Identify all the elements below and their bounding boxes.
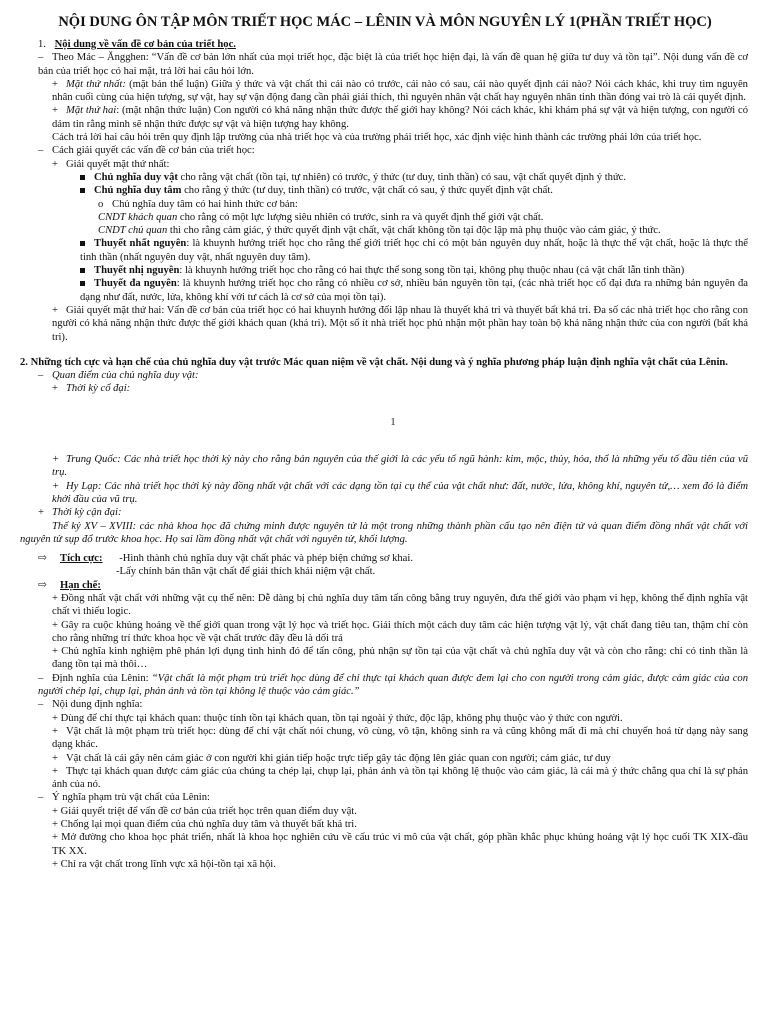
document-title: NỘI DUNG ÔN TẬP MÔN TRIẾT HỌC MÁC – LÊNIN VÀ MÔN NGUYÊN LÝ 1(PHẦN TRIẾT HỌC) [58, 14, 712, 30]
s1-paragraph-2: Cách trả lời hai câu hỏi trên quy định lập trường của nhà triết học và của trường phái triết học, xác định việc hình thành các trường phái lớn của triết học. [52, 132, 702, 144]
square-bullet-icon [80, 241, 85, 246]
s2-quan-diem: – Quan điểm của chủ nghĩa duy vật: [38, 370, 199, 382]
s2-y-nghia-4: + Chỉ ra vật chất trong lĩnh vực xã hội-tồn tại xã hội. [52, 858, 276, 870]
s1-cndt-khach-quan: CNDT khách quan cho rằng có một lực lượng siêu nhiên có trước, sinh ra và quyết định thế giới vật chất. [98, 211, 544, 223]
s2-y-nghia: – Ý nghĩa phạm trù vật chất của Lênin: [38, 792, 210, 804]
s1-paragraph-3: – Cách giải quyết các vấn đề cơ bản của triết học: [38, 145, 255, 157]
s2-han-che: ⇨ Hạn chế: [38, 579, 101, 591]
section1-heading: 1. Nội dung về vấn đề cơ bản của triết học. [38, 39, 236, 50]
square-bullet-icon [80, 175, 85, 180]
s2-han-che-2: + Gây ra cuộc khủng hoảng về thế giới quan trong vật lý học và triết học. Giải thích một cách duy tâm các hiện tượng vật lý, vật chất đang tiêu tan, thậm chí còn cho rằng những trí thức khoa học về vật chất trước đây đều là dối trá [52, 619, 748, 644]
s2-y-nghia-1: + Giải quyết triệt để vấn đề cơ bản của triết học trên quan điểm duy vật. [52, 805, 357, 817]
s1-nhi-nguyen: Thuyết nhị nguyên: là khuynh hướng triết học cho rằng có hai thực thể song song tồn tại, không phụ thuộc nhau (cả vật chất lẫn tinh thần) [38, 264, 748, 277]
s2-noi-dung-2: + Vật chất là một phạm trù triết học: dùng để chỉ vật chất nói chung, vô cùng, vô tận, không sinh ra và cũng không mất đi mà chỉ chuyển hoá từ dạng này sang dạng khác. [52, 725, 748, 751]
page-number: 1 [390, 416, 396, 428]
s2-hy-lap: + Hy Lạp: Các nhà triết học thời kỳ này đồng nhất vật chất với các dạng tồn tại cụ thể của vật chất như: đất, nước, lửa, không khí, nguyên tử,… xem đó là điểm khởi đầu của vũ trụ. [52, 480, 748, 505]
s1-giai-quyet-2: + Giải quyết mặt thứ hai: Vấn đề cơ bản của triết học có hai khuynh hướng đối lập nhau là thuyết khả tri và thuyết bất khả tri. Đa số các nhà triết học cho rằng con người có khả năng nhận thức được thế giới khách quan (khả tri). Một số ít nhà triết học phủ nhận một phần hay toàn bộ khả năng nhận thức của con người (bất khả tri). [52, 304, 748, 343]
square-bullet-icon [80, 188, 85, 193]
s2-han-che-1: + Đồng nhất vật chất với những vật cụ thể nên: Dễ dàng bị chủ nghĩa duy tâm tấn công bằng truy nguyên, đưa thế giới vào phạm vi hẹp, không thể định nghĩa vật chất vì thiếu logic. [52, 592, 748, 618]
s2-co-dai: + Thời kỳ cổ đại: [52, 383, 131, 395]
s2-trung-quoc: + Trung Quốc: Các nhà triết học thời kỳ này cho rằng bản nguyên của thế giới là các yếu tố ngũ hành: kim, mộc, thủy, hỏa, thổ là những yếu tố đầu tiên của vũ trụ. [52, 454, 748, 479]
s2-tich-cuc-1: ⇨ Tích cực: -Hình thành chủ nghĩa duy vật chất phác và phép biện chứng sơ khai. [38, 553, 413, 565]
section2-heading: 2. Những tích cực và hạn chế của chủ nghĩa duy vật trước Mác quan niệm về vật chất. Nội dung và ý nghĩa phương pháp luận định nghĩa vật chất của Lênin. [20, 356, 728, 368]
s2-dinh-nghia: – Định nghĩa của Lênin: “Vật chất là một phạm trù triết học dùng để chỉ thực tại khách quan được đem lại cho con người trong cảm giác, được cảm giác của con người chép lại, chụp lại, phản ánh và tồn tại không lệ thuộc vào cảm giác.” [38, 672, 748, 698]
s1-duy-vat: Chủ nghĩa duy vật cho rằng vật chất (tồn tại, tự nhiên) có trước, ý thức (tư duy, tinh thần) có sau, vật chất quyết định ý thức. [38, 171, 748, 184]
s1-giai-quyet-1: + Giải quyết mặt thứ nhất: [52, 158, 170, 170]
s2-can-dai: + Thời kỳ cận đại: [38, 507, 122, 519]
s1-mat-thu-hai: + Mặt thứ hai: (mặt nhận thức luận) Con người có khả năng nhận thức được thế giới hay không? Nói cách khác, khi khám phá sự vật và hiện tượng, con người có dám tin rằng mình sẽ nhận thức được sự vật và hiện tượng hay không. [52, 105, 749, 130]
s1-nhat-nguyen: Thuyết nhất nguyên: là khuynh hướng triết học cho rằng thế giới triết học chỉ có một bản nguyên duy nhất, hoặc là thực thể vật chất, hoặc là thực thể tinh thần (nhất nguyên duy vật, nhất nguyên duy tâm). [80, 238, 748, 263]
s2-y-nghia-3: + Mở đường cho khoa học phát triển, nhất là khoa học nghiên cứu về cấu trúc vi mô của vật chất, góp phần khắc phục khủng hoảng vật lý học cuối TK XIX-đầu TK XX. [52, 832, 749, 857]
s1-duy-tam-forms: o Chủ nghĩa duy tâm có hai hình thức cơ bản: [98, 198, 298, 210]
s2-noi-dung: – Nội dung định nghĩa: [38, 699, 143, 711]
square-bullet-icon [80, 281, 85, 286]
s1-paragraph-1: – Theo Mác – Ăngghen: “Vấn đề cơ bản lớn nhất của mọi triết học, đặc biệt là của triết học hiện đại, là vấn đề quan hệ giữa tư duy và tồn tại”. Nội dung vấn đề cơ bản của triết học có hai mặt, trả lời hai câu hỏi lớn. [38, 52, 748, 77]
s1-duy-tam: Chủ nghĩa duy tâm cho rằng ý thức (tư duy, tinh thần) có trước, vật chất có sau, ý thức quyết định vật chất. [38, 184, 748, 197]
s2-han-che-3: + Chủ nghĩa kinh nghiệm phê phán lợi dụng tình hình đó để tấn công, phủ nhận sự tồn tại của vật chất và chủ nghĩa duy vật và còn cho rằng: chỉ có tinh thần là đang tồn tại mà thôi… [52, 646, 748, 671]
square-bullet-icon [80, 268, 85, 273]
s2-noi-dung-3: + Vật chất là cái gây nên cảm giác ở con người khi gián tiếp hoặc trực tiếp gây tác động lên giác quan con người; cảm giác, tư duy [52, 752, 611, 764]
s1-da-nguyen: Thuyết đa nguyên: là khuynh hướng triết học cho rằng có nhiều cơ sở, nhiều bản nguyên tồn tại, (các nhà triết học cổ đại đưa ra những bản nguyên đa dạng như đất, nước, lửa, không khí với tư cách là cơ sở của mọi tồn tại). [80, 278, 748, 303]
s2-noi-dung-1: + Dùng để chỉ thực tại khách quan: thuộc tính tồn tại khách quan, tồn tại ngoài ý thức, độc lập, không phụ thuộc vào ý thức con người. [52, 712, 623, 724]
s1-cndt-chu-quan: CNDT chủ quan thì cho rằng cảm giác, ý thức quyết định vật chất, vật chất không tồn tại độc lập mà phụ thuộc vào cảm giác, ý thức. [98, 225, 661, 237]
s2-y-nghia-2: + Chống lại mọi quan điểm của chủ nghĩa duy tâm và thuyết bất khả tri. [52, 819, 357, 831]
s2-noi-dung-4: + Thực tại khách quan được cảm giác của chúng ta chép lại, chụp lại, phản ánh và tồn tại không lệ thuộc vào cảm giác, là cái mà ý thức chẳng qua chỉ là sự phản ánh của nó. [52, 765, 748, 791]
s2-tich-cuc-2: -Lấy chính bản thân vật chất để giải thích khái niệm vật chất. [116, 566, 376, 578]
s1-mat-thu-nhat: + Mặt thứ nhất: (mặt bản thể luận) Giữa ý thức và vật chất thì cái nào có trước, cái nào có sau, cái nào quyết định cái nào? Nói cách khác, khi truy tìm nguyên nhân cuối cùng của hiện tượng, sự vật, hay sự vận động đang cần phải giải thích, thì nguyên nhân vật chất hay nguyên nhân tinh thần đóng vai trò là cái quyết định. [52, 78, 748, 104]
s2-can-dai-text: Thế kỷ XV – XVIII: các nhà khoa học đã chứng minh được nguyên tử là một trong những thành phần cấu tạo nên điện tử và quan điểm đồng nhất vật chất với nguyên tử sụp đổ trước khoa học. Họ sai lầm đồng nhất vật chất với nguyên tử, khối lượng. [20, 520, 748, 545]
